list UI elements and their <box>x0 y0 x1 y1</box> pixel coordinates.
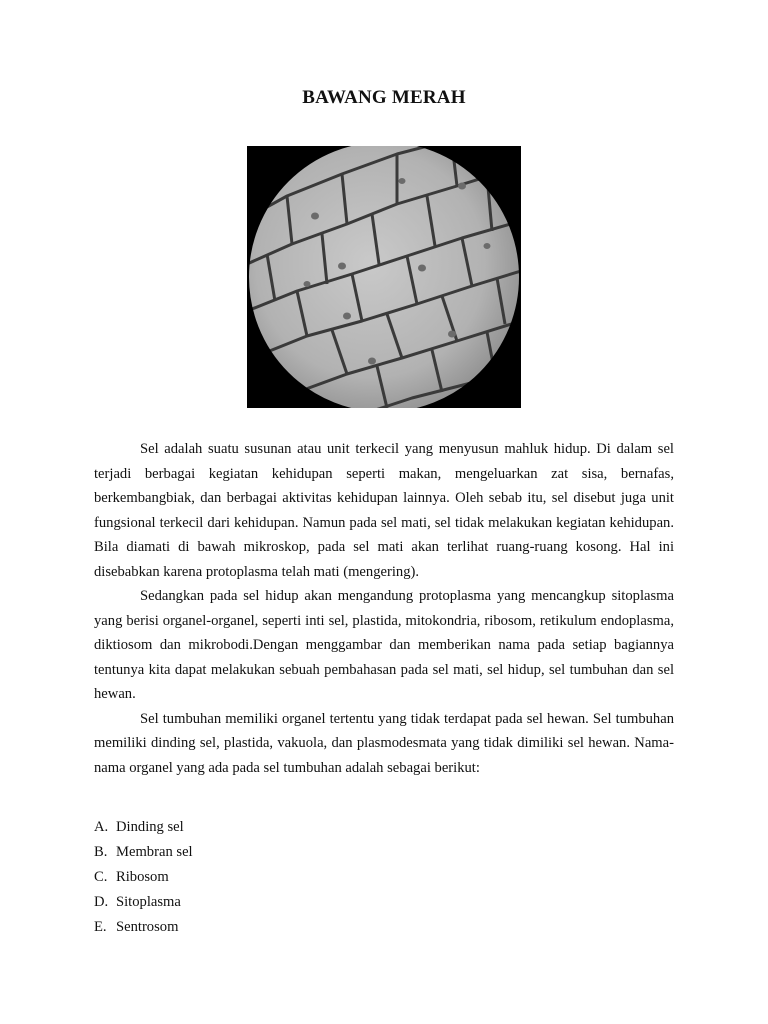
list-item <box>94 840 193 865</box>
list-item-text: Sentrosom <box>116 919 179 935</box>
paragraph-2: Sedangkan pada sel hidup akan mengandung protoplasma yang mencangkup sitoplasma yang berisi organel-organel, seperti inti sel, plastida, mitokondria, ribosom, retikulum endoplasma, diktiosom dan mikrobodi.Dengan menggambar dan memberikan nama pada setiap bagiannya tentunya kita dapat melakukan sebuah pembahasan pada sel mati, sel hidup, sel tumbuhan dan sel hewan. <box>94 588 674 702</box>
organelle-list <box>94 815 193 940</box>
list-marker: E. <box>94 919 107 935</box>
list-item-text: Sitoplasma <box>116 894 181 910</box>
page-title: BAWANG MERAH <box>302 87 466 108</box>
list-item-text: Ribosom <box>116 869 169 885</box>
list-item <box>94 890 193 915</box>
paragraph-3: Sel tumbuhan memiliki organel tertentu yang tidak terdapat pada sel hewan. Sel tumbuhan memiliki dinding sel, plastida, vakuola, dan plasmodesmata yang tidak dimiliki sel hewan. Nama-nama organel yang ada pada sel tumbuhan adalah sebagai berikut: <box>94 710 674 776</box>
list-item-text: Dinding sel <box>116 819 184 835</box>
body-text <box>94 437 674 780</box>
list-item <box>94 865 193 890</box>
paragraph-1: Sel adalah suatu susunan atau unit terkecil yang menyusun mahluk hidup. Di dalam sel terjadi berbagai kegiatan kehidupan seperti makan, mengeluarkan zat sisa, bernafas, berkembangbiak, dan berbagai aktivitas kehidupan lainnya. Oleh sebab itu, sel disebut juga unit fungsional terkecil dari kehidupan. Namun pada sel mati, sel tidak melakukan kegiatan kehidupan. Bila diamati di bawah mikroskop, pada sel mati akan terlihat ruang-ruang kosong. Hal ini disebabkan karena protoplasma telah mati (mengering). <box>94 441 674 580</box>
onion-cell-micrograph <box>247 146 521 408</box>
list-marker: A. <box>94 819 109 835</box>
list-item <box>94 815 193 840</box>
list-item-text: Membran sel <box>116 844 193 860</box>
list-marker: D. <box>94 894 109 910</box>
list-item <box>94 915 193 940</box>
list-marker: C. <box>94 869 108 885</box>
list-marker: B. <box>94 844 108 860</box>
